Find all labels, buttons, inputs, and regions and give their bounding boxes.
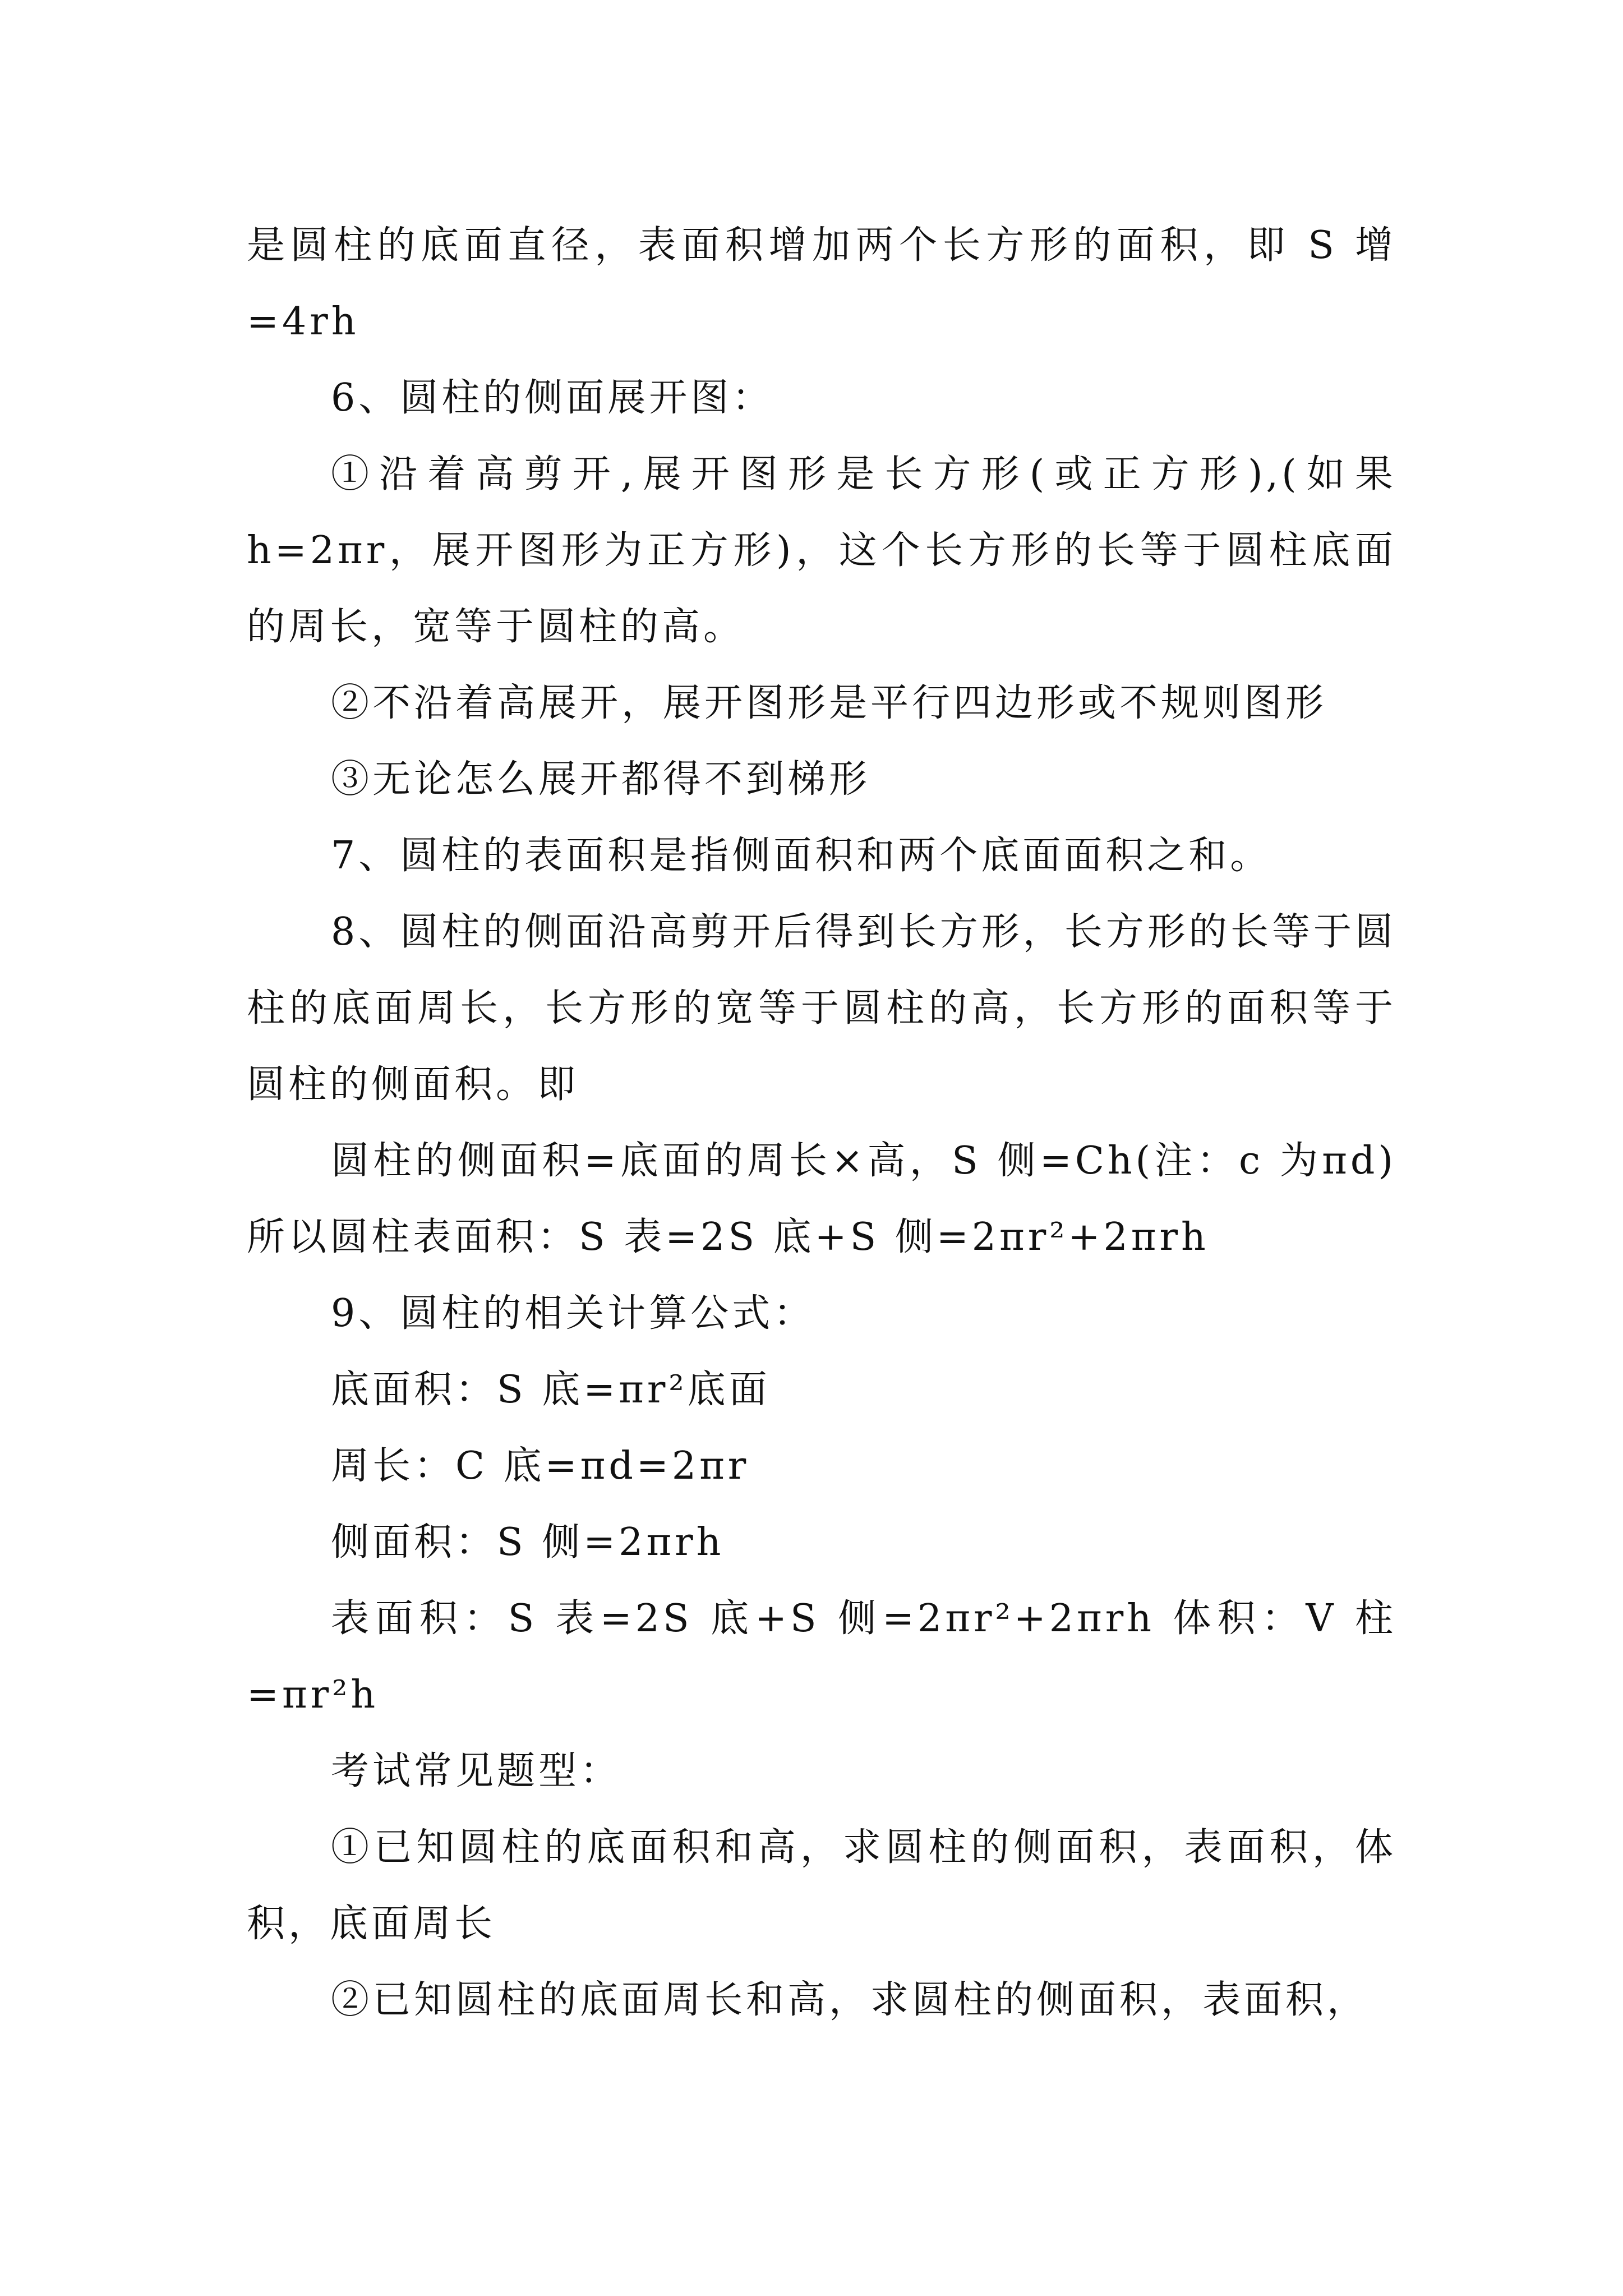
exam-type-2: ②已知圆柱的底面周长和高，求圆柱的侧面积，表面积， [331, 1978, 1369, 2022]
paragraph-continuation: 是圆柱的底面直径，表面积增加两个长方形的面积，即 S 增=4rh [247, 223, 1396, 344]
formula-surface-area-volume: 表面积：S 表=2S 底+S 侧=2πr²+2πrh 体积：V 柱=πr²h [247, 1596, 1396, 1717]
heading-exam-types: 考试常见题型： [331, 1749, 622, 1793]
paragraph-unfold-along-height: ①沿着高剪开,展开图形是长方形(或正方形),(如果 h=2πr，展开图形为正方形)，这个长方形的长等于圆柱底面的周长，宽等于圆柱的高。 [247, 452, 1396, 649]
document-body [247, 208, 1396, 2039]
exam-type-1: ①已知圆柱的底面积和高，求圆柱的侧面积，表面积，体积，底面周长 [247, 1825, 1396, 1946]
formula-base-area: 底面积：S 底=πr²底面 [331, 1368, 771, 1412]
paragraph-no-trapezoid: ③无论怎么展开都得不到梯形 [331, 757, 871, 802]
formula-circumference: 周长：C 底=πd=2πr [331, 1444, 750, 1488]
paragraph-unfold-not-along-height: ②不沿着高展开，展开图形是平行四边形或不规则图形 [331, 681, 1327, 725]
paragraph-lateral-area-formula: 圆柱的侧面积=底面的周长×高，S 侧=Ch(注：c 为πd)所以圆柱表面积：S 表=2S 底+S 侧=2πr²+2πrh [247, 1139, 1396, 1259]
heading-item-9: 9、圆柱的相关计算公式： [331, 1291, 815, 1336]
heading-item-6: 6、圆柱的侧面展开图： [331, 376, 774, 420]
formula-lateral-area: 侧面积：S 侧=2πrh [331, 1520, 725, 1565]
paragraph-item-8: 8、圆柱的侧面沿高剪开后得到长方形，长方形的长等于圆柱的底面周长，长方形的宽等于圆柱的高，长方形的面积等于圆柱的侧面积。即 [247, 910, 1396, 1107]
paragraph-item-7: 7、圆柱的表面积是指侧面积和两个底面面积之和。 [331, 834, 1272, 878]
